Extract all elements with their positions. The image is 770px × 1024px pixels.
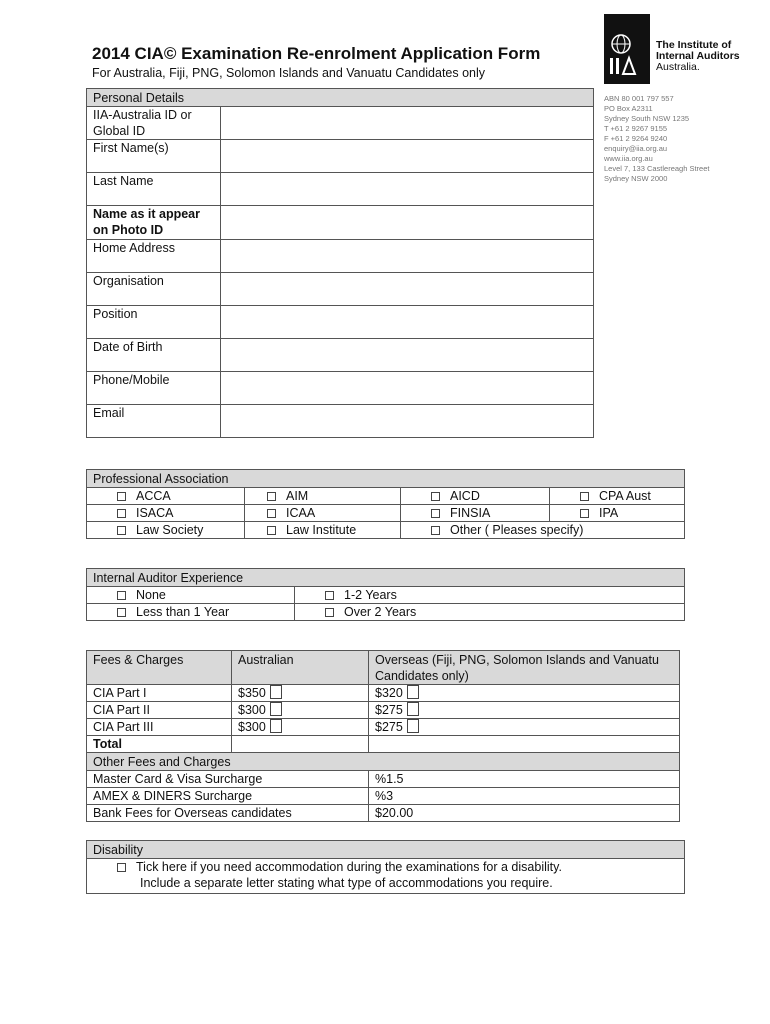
checkbox[interactable] — [580, 492, 589, 501]
disability-line-1: Tick here if you need accommodation during the examinations for a disability. — [136, 860, 562, 874]
surcharge-value: %3 — [369, 788, 680, 805]
logo-line-2: Internal Auditors — [656, 50, 740, 62]
fee-aus-part-1[interactable]: $350 — [232, 685, 369, 702]
label-date-of-birth: Date of Birth — [87, 339, 221, 372]
fee-overseas-part-3[interactable]: $275 — [369, 719, 680, 736]
contact-line: F +61 2 9264 9240 — [604, 134, 668, 143]
option-finsia[interactable]: FINSIA — [401, 505, 550, 522]
disability-table — [86, 840, 685, 894]
option-acca[interactable]: ACCA — [87, 488, 245, 505]
disability-line-2: Include a separate letter stating what type of accommodations you require. — [140, 876, 553, 890]
contact-line: Sydney South NSW 1235 — [604, 114, 690, 123]
checkbox[interactable] — [325, 608, 334, 617]
surcharge-value: $20.00 — [369, 805, 680, 822]
contact-line: Sydney NSW 2000 — [604, 174, 668, 183]
email-field[interactable] — [221, 405, 594, 438]
checkbox[interactable] — [270, 719, 282, 733]
surcharge-value: %1.5 — [369, 771, 680, 788]
label-last-name: Last Name — [87, 173, 221, 206]
checkbox[interactable] — [267, 492, 276, 501]
checkbox[interactable] — [117, 608, 126, 617]
organisation-field[interactable] — [221, 273, 594, 306]
total-overseas-field[interactable] — [369, 736, 680, 753]
option-law-institute[interactable]: Law Institute — [245, 522, 401, 539]
professional-association-table — [86, 469, 685, 539]
home-address-field[interactable] — [221, 240, 594, 273]
disability-option[interactable] — [87, 859, 685, 894]
contact-line: PO Box A2311 — [604, 104, 653, 113]
fee-overseas-part-2[interactable]: $275 — [369, 702, 680, 719]
surcharge-label: Bank Fees for Overseas candidates — [87, 805, 369, 822]
checkbox[interactable] — [325, 591, 334, 600]
contact-line: T +61 2 9267 9155 — [604, 124, 668, 133]
surcharge-label: AMEX & DINERS Surcharge — [87, 788, 369, 805]
option-aim[interactable]: AIM — [245, 488, 401, 505]
disability-heading: Disability — [87, 841, 685, 859]
checkbox[interactable] — [117, 492, 126, 501]
checkbox[interactable] — [270, 702, 282, 716]
surcharge-label: Master Card & Visa Surcharge — [87, 771, 369, 788]
total-label: Total — [87, 736, 232, 753]
option-cpa-aust[interactable]: CPA Aust — [550, 488, 685, 505]
australian-heading: Australian — [232, 651, 369, 685]
form-title: 2014 CIA© Examination Re-enrolment Application Form — [92, 44, 541, 63]
checkbox[interactable] — [117, 591, 126, 600]
experience-table — [86, 568, 685, 621]
label-phone: Phone/Mobile — [87, 372, 221, 405]
option-ipa[interactable]: IPA — [550, 505, 685, 522]
option-1-2-years[interactable]: 1-2 Years — [295, 587, 685, 604]
personal-details-heading: Personal Details — [87, 89, 594, 107]
checkbox[interactable] — [407, 719, 419, 733]
personal-details-table — [86, 88, 594, 438]
total-aus-field[interactable] — [232, 736, 369, 753]
first-name-field[interactable] — [221, 140, 594, 173]
label-email: Email — [87, 405, 221, 438]
option-aicd[interactable]: AICD — [401, 488, 550, 505]
date-of-birth-field[interactable] — [221, 339, 594, 372]
checkbox[interactable] — [431, 509, 440, 518]
contact-line: enquiry@iia.org.au — [604, 144, 668, 153]
option-law-society[interactable]: Law Society — [87, 522, 245, 539]
checkbox[interactable] — [267, 509, 276, 518]
fee-aus-part-3[interactable]: $300 — [232, 719, 369, 736]
contact-line: Level 7, 133 Castlereagh Street — [604, 164, 710, 173]
iia-id-field[interactable] — [221, 107, 594, 140]
checkbox[interactable] — [117, 863, 126, 872]
contact-line: www.iia.org.au — [604, 154, 653, 163]
checkbox[interactable] — [117, 526, 126, 535]
checkbox[interactable] — [407, 702, 419, 716]
fee-label-part-1: CIA Part I — [87, 685, 232, 702]
iia-logo — [604, 14, 744, 84]
fees-table — [86, 650, 680, 822]
phone-field[interactable] — [221, 372, 594, 405]
logo-line-3: Australia. — [656, 61, 700, 73]
option-less-than-1-year[interactable]: Less than 1 Year — [87, 604, 295, 621]
position-field[interactable] — [221, 306, 594, 339]
fee-aus-part-2[interactable]: $300 — [232, 702, 369, 719]
fee-label-part-3: CIA Part III — [87, 719, 232, 736]
label-position: Position — [87, 306, 221, 339]
last-name-field[interactable] — [221, 173, 594, 206]
label-first-name: First Name(s) — [87, 140, 221, 173]
label-photo-id-name: Name as it appear on Photo ID — [87, 206, 221, 240]
checkbox[interactable] — [407, 685, 419, 699]
option-icaa[interactable]: ICAA — [245, 505, 401, 522]
contact-line: ABN 80 001 797 557 — [604, 94, 674, 103]
checkbox[interactable] — [117, 509, 126, 518]
professional-association-heading: Professional Association — [87, 470, 685, 488]
fee-overseas-part-1[interactable]: $320 — [369, 685, 680, 702]
checkbox[interactable] — [580, 509, 589, 518]
iia-globe-icon — [604, 14, 650, 84]
checkbox[interactable] — [270, 685, 282, 699]
label-iia-id: IIA-Australia ID or Global ID — [87, 107, 221, 140]
fees-heading: Fees & Charges — [87, 651, 232, 685]
form-subtitle: For Australia, Fiji, PNG, Solomon Islands and Vanuatu Candidates only — [92, 66, 486, 80]
label-organisation: Organisation — [87, 273, 221, 306]
option-isaca[interactable]: ISACA — [87, 505, 245, 522]
photo-id-name-field[interactable] — [221, 206, 594, 240]
label-home-address: Home Address — [87, 240, 221, 273]
other-fees-heading: Other Fees and Charges — [87, 753, 680, 771]
checkbox[interactable] — [267, 526, 276, 535]
logo-line-1: The Institute of — [656, 39, 732, 51]
checkbox[interactable] — [431, 492, 440, 501]
option-other[interactable]: Other ( Pleases specify) — [401, 522, 685, 539]
option-over-2-years[interactable]: Over 2 Years — [295, 604, 685, 621]
overseas-heading: Overseas (Fiji, PNG, Solomon Islands and Vanuatu Candidates only) — [369, 651, 680, 685]
fee-label-part-2: CIA Part II — [87, 702, 232, 719]
experience-heading: Internal Auditor Experience — [87, 569, 685, 587]
contact-details — [604, 94, 709, 184]
option-none[interactable]: None — [87, 587, 295, 604]
checkbox[interactable] — [431, 526, 440, 535]
